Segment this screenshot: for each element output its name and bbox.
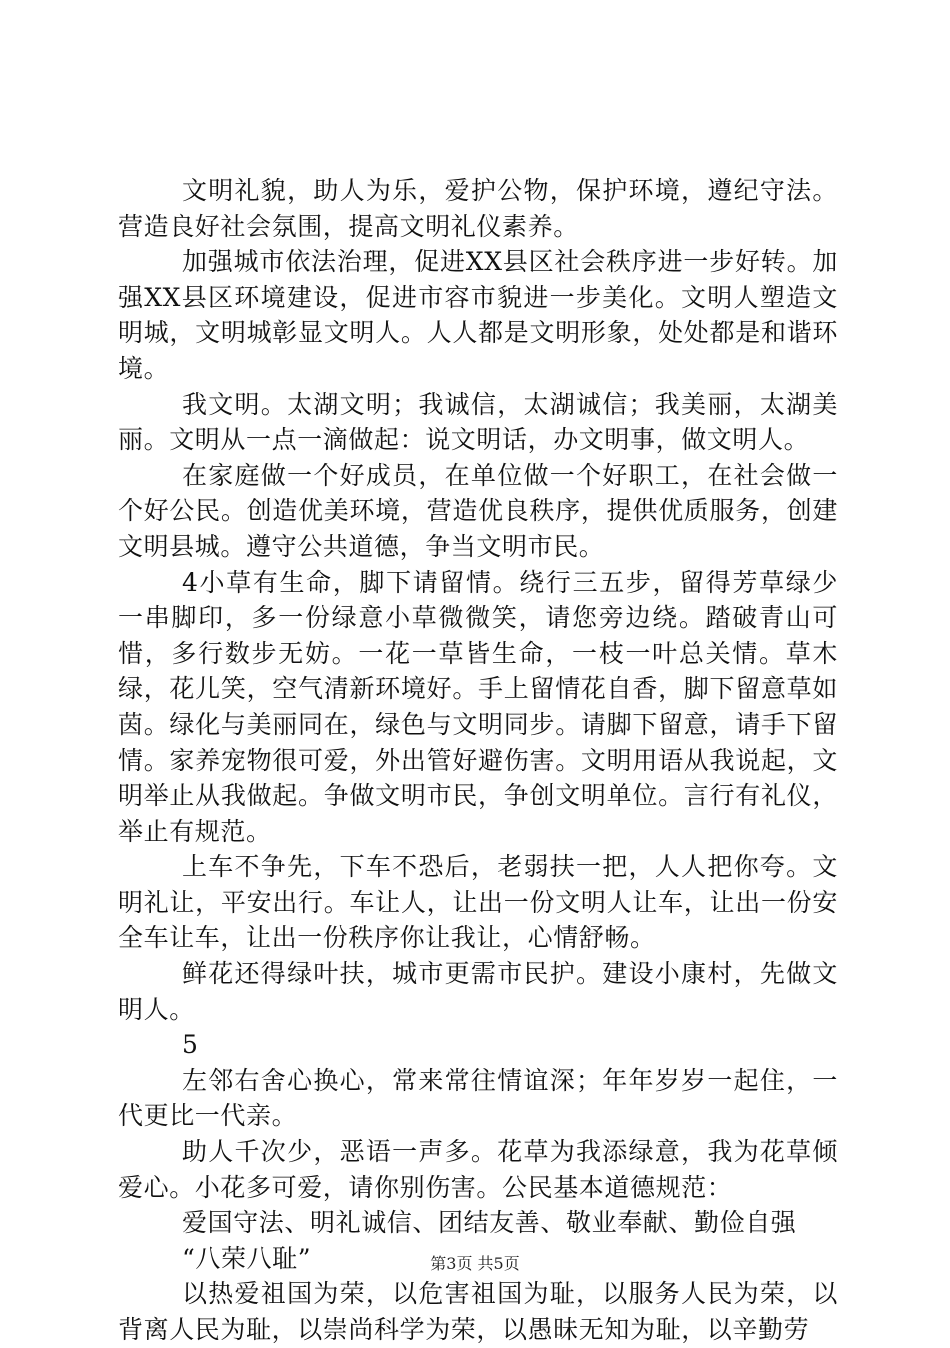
paragraph: 以热爱祖国为荣，以危害祖国为耻，以服务人民为荣，以背离人民为耻，以崇尚科学为荣，以愚昧无知为耻，以辛勤劳 xyxy=(118,1279,838,1344)
page-footer: 第3页 共5页 xyxy=(430,1254,520,1273)
paragraph: 鲜花还得绿叶扶，城市更需市民护。建设小康村，先做文明人。 xyxy=(118,959,838,1024)
section-number: 5 xyxy=(182,1030,199,1060)
paragraph: 文明礼貌，助人为乐，爱护公物，保护环境，遵纪守法。营造良好社会氛围，提高文明礼仪素养。 xyxy=(118,176,838,241)
paragraph: 左邻右舍心换心，常来常往情谊深；年年岁岁一起住，一代更比一代亲。 xyxy=(118,1065,838,1131)
document-body xyxy=(118,173,838,1348)
paragraph: 助人千次少，恶语一声多。花草为我添绿意，我为花草倾爱心。小花多可爱，请你别伤害。公民基本道德规范： xyxy=(118,1137,838,1202)
paragraph: 4小草有生命，脚下请留情。绕行三五步，留得芳草绿少一串脚印，多一份绿意小草微微笑，请您旁边绕。踏破青山可惜，多行数步无妨。一花一草皆生命，一枝一叶总关情。草木绿，花儿笑，空气清新环境好。手上留情花自香，脚下留意草如茵。绿化与美丽同在，绿色与文明同步。请脚下留意，请手下留情。家养宠物很可爱，外出管好避伤害。文明用语从我说起，文明举止从我做起。争做文明市民，争创文明单位。言行有礼仪，举止有规范。 xyxy=(118,567,838,846)
paragraph: 在家庭做一个好成员，在单位做一个好职工，在社会做一个好公民。创造优美环境，营造优良秩序，提供优质服务，创建文明县城。遵守公共道德，争当文明市民。 xyxy=(118,460,838,561)
paragraph: 上车不争先，下车不恐后，老弱扶一把，人人把你夸。文明礼让，平安出行。车让人，让出一份文明人让车，让出一份安全车让车，让出一份秩序你让我让，心情舒畅。 xyxy=(118,852,838,953)
paragraph: 爱国守法、明礼诚信、团结友善、敬业奉献、勤俭自强 xyxy=(182,1208,797,1238)
paragraph: 我文明。太湖文明；我诚信，太湖诚信；我美丽，太湖美丽。文明从一点一滴做起：说文明话，办文明事，做文明人。 xyxy=(118,389,838,455)
paragraph: 加强城市依法治理，促进XX县区社会秩序进一步好转。加强XX县区环境建设，促进市容市貌进一步美化。文明人塑造文明城，文明城彰显文明人。人人都是文明形象，处处都是和谐环境。 xyxy=(118,247,838,383)
section-heading: “八荣八耻” xyxy=(182,1243,312,1273)
